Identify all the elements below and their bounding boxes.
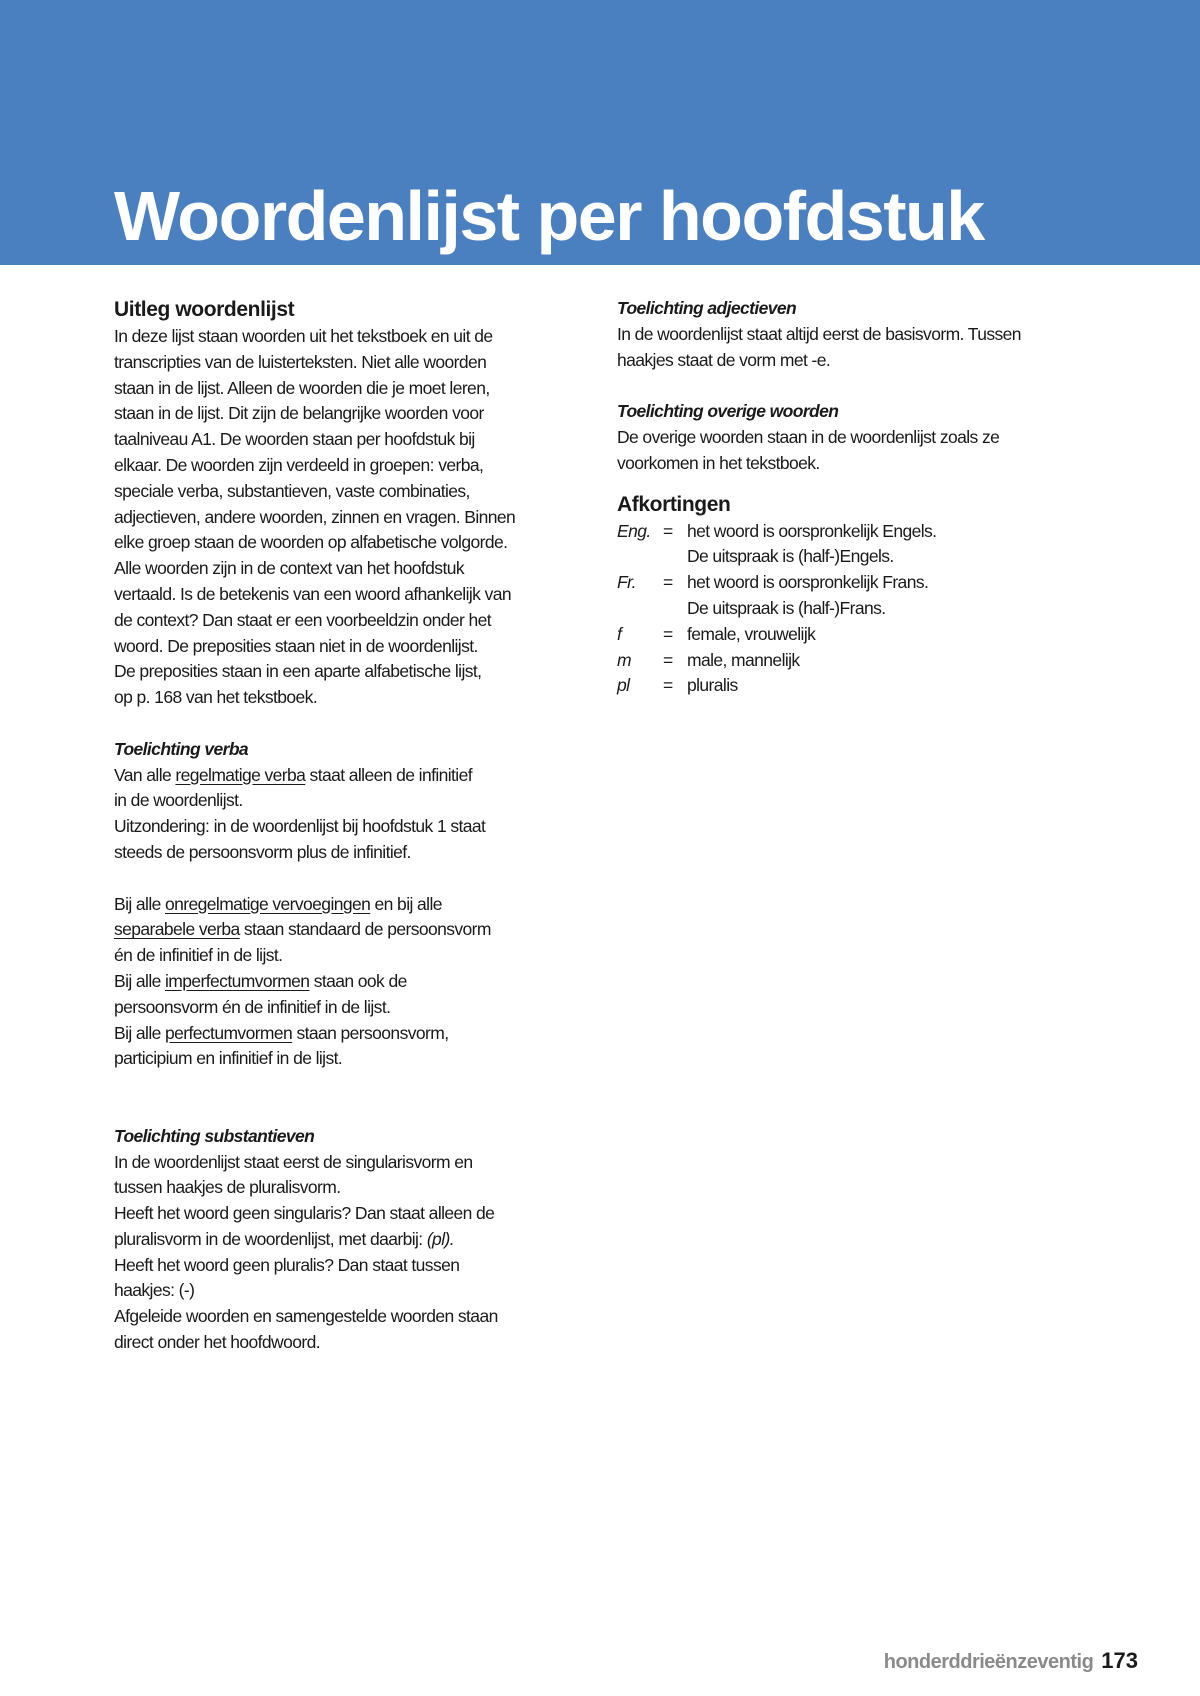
page-number-words: honderddrieënzeventig	[883, 1651, 1094, 1673]
abbr-value: het woord is oorspronkelijk Engels.	[687, 520, 937, 541]
abbr-key: m	[617, 649, 631, 670]
subst-line: Heeft het woord geen pluralis? Dan staat tussen	[114, 1254, 460, 1275]
abbr-eq: =	[663, 649, 673, 670]
right-column	[617, 296, 1117, 699]
verba-line: steeds de persoonsvorm plus de infinitief.	[114, 841, 411, 862]
abbr-eq	[663, 596, 687, 622]
term-onregelmatige-vervoegingen: onregelmatige vervoegingen	[165, 893, 371, 914]
abbr-value: male, mannelijk	[687, 649, 800, 670]
verba-line: Bij alle imperfectumvormen staan ook de	[114, 970, 407, 991]
abbr-value: female, vrouwelijk	[687, 623, 816, 644]
verba-line: in de woordenlijst.	[114, 790, 243, 811]
overig-heading: Toelichting overige woorden	[617, 401, 839, 422]
abbr-eq: =	[663, 520, 673, 541]
abbr-eq: =	[663, 675, 673, 696]
intro-line: adjectieven, andere woorden, zinnen en vragen. Binnen	[114, 506, 516, 527]
verba-line: Bij alle onregelmatige vervoegingen en bij alle	[114, 893, 442, 914]
term-regelmatige-verba: regelmatige verba	[175, 764, 306, 785]
term-perfectumvormen: perfectumvormen	[165, 1022, 293, 1043]
left-column	[114, 296, 592, 1356]
abbreviation-list	[617, 519, 1117, 700]
subst-line: Afgeleide woorden en samengestelde woorden staan	[114, 1306, 498, 1327]
verba-line: separabele verba staan standaard de persoonsvorm	[114, 919, 491, 940]
verba-line: persoonsvorm én de infinitief in de lijst.	[114, 996, 391, 1017]
intro-line: De preposities staan in een aparte alfabetische lijst,	[114, 661, 482, 682]
subst-line: Heeft het woord geen singularis? Dan staat alleen de	[114, 1203, 495, 1224]
pl-marker: (pl).	[426, 1228, 454, 1249]
verba-line: participium en infinitief in de lijst.	[114, 1048, 343, 1069]
abbr-key: pl	[617, 675, 630, 696]
title-banner	[0, 0, 1200, 265]
intro-line: staan in de lijst. Dit zijn de belangrijke woorden voor	[114, 403, 484, 424]
abbr-value: De uitspraak is (half-)Frans.	[687, 597, 886, 618]
abbr-key: Fr.	[617, 572, 636, 593]
intro-paragraph	[114, 324, 592, 711]
intro-line: woord. De preposities staan niet in de woordenlijst.	[114, 635, 478, 656]
intro-line: elkaar. De woorden zijn verdeeld in groepen: verba,	[114, 454, 484, 475]
abbr-key	[617, 544, 663, 570]
intro-heading: Uitleg woordenlijst	[114, 298, 295, 321]
adj-line: In de woordenlijst staat altijd eerst de basisvorm. Tussen	[617, 323, 1021, 344]
abbr-eq: =	[663, 623, 673, 644]
intro-line: In deze lijst staan woorden uit het tekstboek en uit de	[114, 326, 493, 346]
subst-line: pluralisvorm in de woordenlijst, met daarbij: (pl).	[114, 1228, 454, 1249]
overig-line: De overige woorden staan in de woordenlijst zoals ze	[617, 426, 1000, 447]
subst-line: tussen haakjes de pluralisvorm.	[114, 1177, 341, 1198]
intro-line: transcripties van de luisterteksten. Niet alle woorden	[114, 351, 487, 372]
verba-heading: Toelichting verba	[114, 738, 249, 759]
abbr-key: Eng.	[617, 520, 651, 541]
verba-line: Uitzondering: in de woordenlijst bij hoofdstuk 1 staat	[114, 816, 486, 837]
intro-line: op p. 168 van het tekstboek.	[114, 687, 318, 708]
subst-line: haakjes: (-)	[114, 1280, 195, 1301]
abbr-eq: =	[663, 572, 673, 593]
page-footer	[884, 1648, 1138, 1674]
verba-line: én de infinitief in de lijst.	[114, 945, 283, 966]
abbr-key: f	[617, 623, 622, 644]
overig-line: voorkomen in het tekstboek.	[617, 452, 820, 473]
abbr-key	[617, 596, 663, 622]
intro-line: staan in de lijst. Alleen de woorden die je moet leren,	[114, 377, 490, 398]
page-title: Woordenlijst per hoofdstuk	[114, 177, 984, 255]
abbr-value: De uitspraak is (half-)Engels.	[687, 546, 894, 567]
intro-line: speciale verba, substantieven, vaste combinaties,	[114, 480, 470, 501]
adj-heading: Toelichting adjectieven	[617, 298, 797, 318]
verba-line: Van alle regelmatige verba staat alleen de infinitief	[114, 764, 472, 785]
verba-line: Bij alle perfectumvormen staan persoonsvorm,	[114, 1022, 449, 1043]
term-separabele-verba: separabele verba	[114, 919, 240, 940]
intro-line: elke groep staan de woorden op alfabetische volgorde.	[114, 532, 508, 553]
subst-line: In de woordenlijst staat eerst de singularisvorm en	[114, 1151, 473, 1172]
adj-line: haakjes staat de vorm met -e.	[617, 349, 831, 370]
subst-heading: Toelichting substantieven	[114, 1125, 315, 1146]
term-imperfectumvormen: imperfectumvormen	[165, 970, 310, 991]
abbr-value: het woord is oorspronkelijk Frans.	[687, 572, 929, 593]
subst-line: direct onder het hoofdwoord.	[114, 1332, 320, 1353]
intro-line: vertaald. Is de betekenis van een woord afhankelijk van	[114, 583, 511, 604]
intro-line: de context? Dan staat er een voorbeeldzin onder het	[114, 609, 492, 630]
abbr-value: pluralis	[687, 675, 738, 696]
intro-line: Alle woorden zijn in de context van het hoofdstuk	[114, 558, 465, 579]
abbr-eq	[663, 544, 687, 570]
abbr-heading: Afkortingen	[617, 492, 731, 516]
intro-line: taalniveau A1. De woorden staan per hoofdstuk bij	[114, 429, 475, 450]
page-number: 173	[1101, 1648, 1138, 1673]
